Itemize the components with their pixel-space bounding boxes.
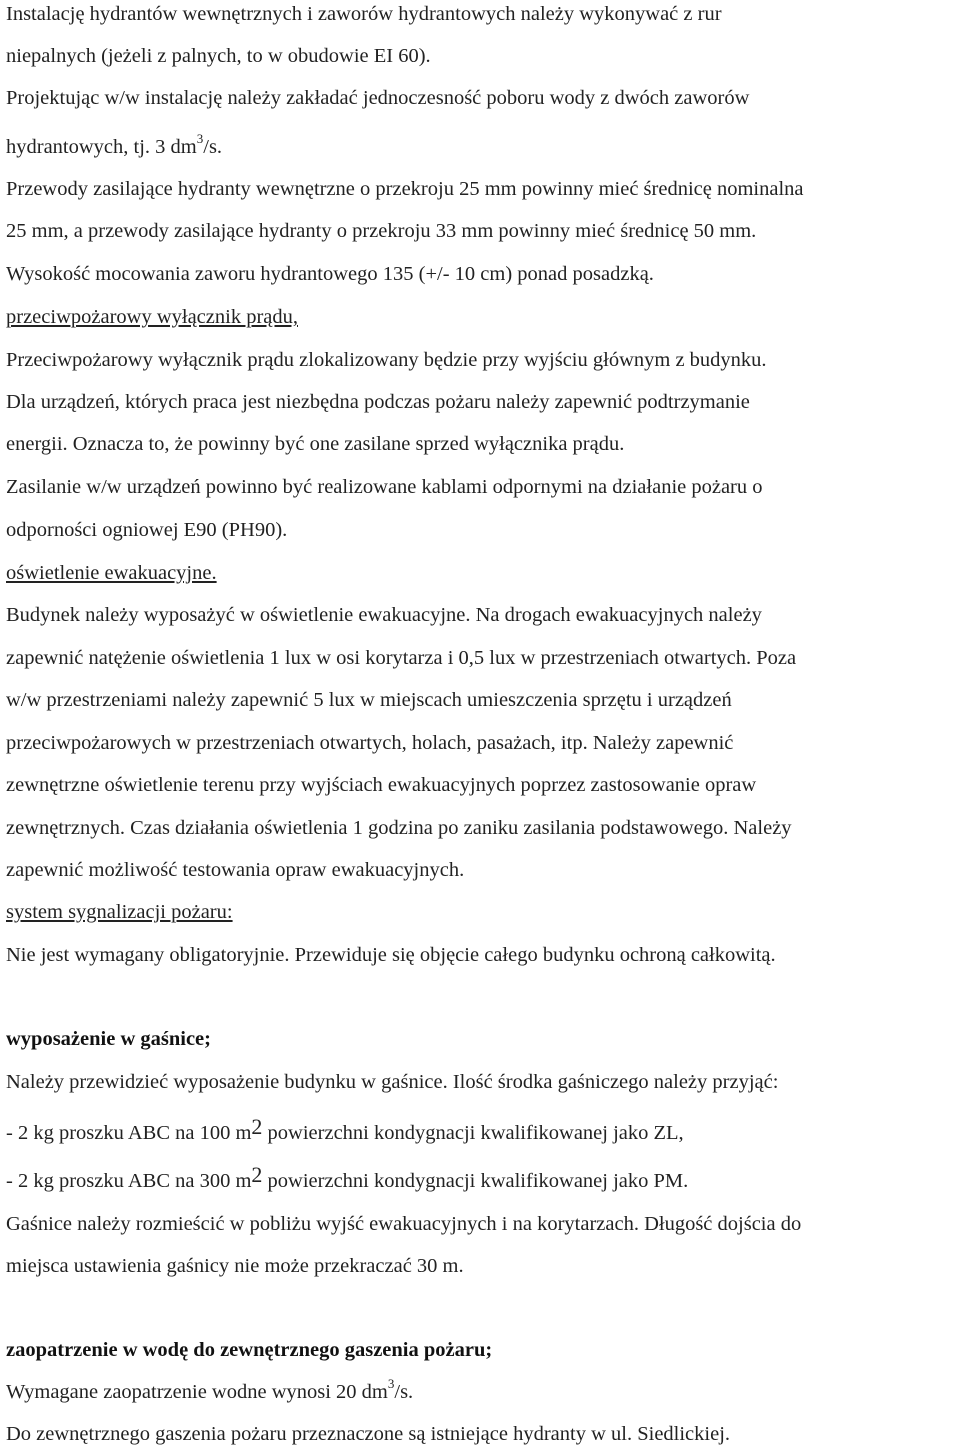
extinguisher-pm-text: - 2 kg proszku ABC na 300 m (6, 1170, 252, 1192)
extinguisher-zl-line (6, 1114, 956, 1145)
flow-rate-text: hydrantowych, tj. 3 dm (6, 136, 197, 158)
section-heading-emergency-lighting: oświetlenie ewakuacyjne. (6, 562, 217, 584)
flow-rate-unit: /s. (203, 136, 223, 158)
text-line: Projektując w/w instalację należy zakładać jednoczesność poboru wody z dwóch zaworów (6, 87, 750, 109)
text-line: Budynek należy wyposażyć w oświetlenie ewakuacyjne. Na drogach ewakuacyjnych należy (6, 604, 762, 626)
section-heading-extinguishers: wyposażenie w gaśnice; (6, 1028, 211, 1050)
text-line: Dla urządzeń, których praca jest niezbędna podczas pożaru należy zapewnić podtrzymanie (6, 391, 750, 413)
water-supply-line (6, 1376, 956, 1404)
text-line: Nie jest wymagany obligatoryjnie. Przewiduje się objęcie całego budynku ochroną całkowitą. (6, 944, 776, 966)
text-line: Przeciwpożarowy wyłącznik prądu zlokalizowany będzie przy wyjściu głównym z budynku. (6, 349, 767, 371)
text-line: 25 mm, a przewody zasilające hydranty o przekroju 33 mm powinny mieć średnicę 50 mm. (6, 220, 757, 242)
text-line: Instalację hydrantów wewnętrznych i zaworów hydrantowych należy wykonywać z rur (6, 3, 722, 25)
text-line: zapewnić natężenie oświetlenia 1 lux w osi korytarza i 0,5 lux w przestrzeniach otwartych. Poza (6, 647, 797, 669)
section-heading-fire-switch: przeciwpożarowy wyłącznik prądu, (6, 306, 298, 328)
superscript: 2 (251, 1162, 263, 1188)
text-line: Wysokość mocowania zaworu hydrantowego 135 (+/- 10 cm) ponad posadzką. (6, 263, 654, 285)
extinguisher-pm-line (6, 1162, 956, 1193)
text-line: Należy przewidzieć wyposażenie budynku w gaśnice. Ilość środka gaśniczego należy przyjąć: (6, 1071, 779, 1093)
text-line: Zasilanie w/w urządzeń powinno być realizowane kablami odpornymi na działanie pożaru o (6, 476, 763, 498)
superscript: 3 (196, 131, 204, 147)
section-heading-fire-alarm: system sygnalizacji pożaru: (6, 901, 233, 923)
section-heading-water-supply: zaopatrzenie w wodę do zewnętrznego gaszenia pożaru; (6, 1339, 493, 1361)
extinguisher-zl-rest: powierzchni kondygnacji kwalifikowanej jako ZL, (262, 1122, 684, 1144)
superscript: 2 (251, 1114, 263, 1140)
water-supply-unit: /s. (394, 1381, 414, 1403)
extinguisher-zl-text: - 2 kg proszku ABC na 100 m (6, 1122, 252, 1144)
text-line: Do zewnętrznego gaszenia pożaru przeznaczone są istniejące hydranty w ul. Siedlickiej. (6, 1423, 731, 1445)
text-line: zewnętrzne oświetlenie terenu przy wyjściach ewakuacyjnych poprzez zastosowanie opraw (6, 774, 757, 796)
water-supply-text: Wymagane zaopatrzenie wodne wynosi 20 dm (6, 1381, 388, 1403)
text-line: Przewody zasilające hydranty wewnętrzne o przekroju 25 mm powinny mieć średnicę nominalna (6, 178, 804, 200)
flow-rate-line (6, 131, 956, 159)
text-line: Gaśnice należy rozmieścić w pobliżu wyjść ewakuacyjnych i na korytarzach. Długość dojścia do (6, 1213, 802, 1235)
extinguisher-pm-rest: powierzchni kondygnacji kwalifikowanej jako PM. (262, 1170, 689, 1192)
superscript: 3 (387, 1376, 395, 1392)
text-line: odporności ogniowej E90 (PH90). (6, 519, 288, 541)
text-line: przeciwpożarowych w przestrzeniach otwartych, holach, pasażach, itp. Należy zapewnić (6, 732, 734, 754)
text-line: niepalnych (jeżeli z palnych, to w obudowie EI 60). (6, 45, 431, 67)
text-line: w/w przestrzeniami należy zapewnić 5 lux w miejscach umieszczenia sprzętu i urządzeń (6, 689, 732, 711)
text-line: energii. Oznacza to, że powinny być one zasilane sprzed wyłącznika prądu. (6, 433, 625, 455)
text-line: zapewnić możliwość testowania opraw ewakuacyjnych. (6, 859, 465, 881)
text-line: zewnętrznych. Czas działania oświetlenia 1 godzina po zaniku zasilania podstawowego. Należy (6, 817, 792, 839)
text-line: miejsca ustawienia gaśnicy nie może przekraczać 30 m. (6, 1255, 464, 1277)
